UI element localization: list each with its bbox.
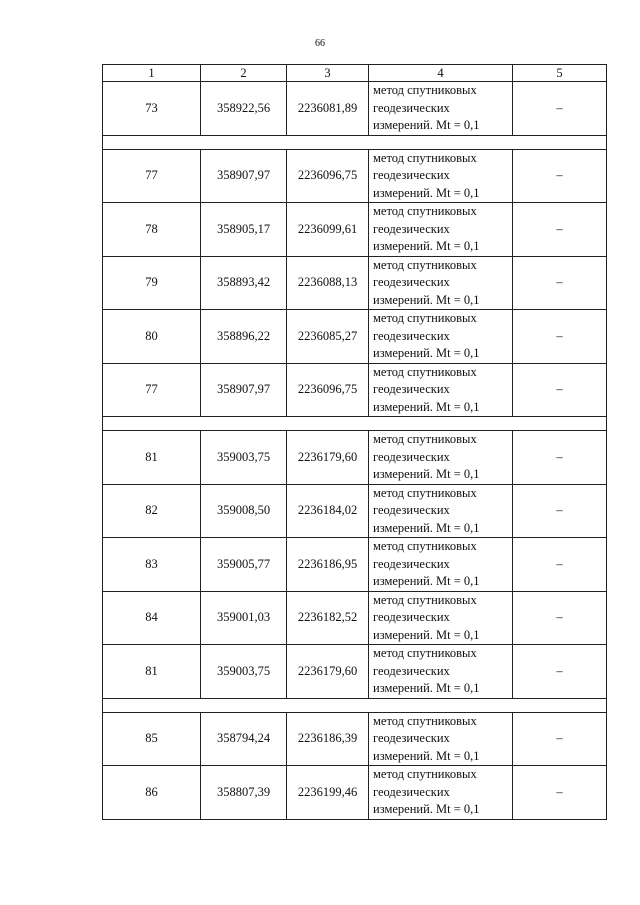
coordinates-table [102,64,607,820]
point-number-cell: 77 [103,149,201,203]
point-number-cell: 84 [103,591,201,645]
table-row [103,431,607,485]
method-text-line: измерений. Mt = 0,1 [373,748,480,763]
point-number-cell: 80 [103,310,201,364]
method-text-line: геодезических [373,328,450,343]
method-text-line: геодезических [373,503,450,517]
method-cell [369,82,513,136]
x-coordinate-cell: 359005,77 [201,538,287,592]
table-row [103,712,607,766]
x-coordinate-cell: 358807,39 [201,766,287,820]
y-coordinate-cell: 2236179,60 [287,431,369,485]
table-row [103,203,607,257]
table-row [103,484,607,538]
method-text-line: метод спутниковых [373,257,477,272]
method-text-line: метод спутниковых [373,364,477,379]
point-number-cell: 78 [103,203,201,257]
method-text-line: геодезических [373,610,450,624]
table-row [103,591,607,645]
note-cell: – [513,431,607,485]
note-cell: – [513,363,607,417]
header-col-5: 5 [513,65,607,82]
table-row [103,645,607,699]
note-cell: – [513,256,607,310]
table-row [103,766,607,820]
y-coordinate-cell: 2236096,75 [287,149,369,203]
separator-row [103,135,607,149]
method-cell [369,203,513,257]
method-cell [369,712,513,766]
point-number-cell: 82 [103,484,201,538]
method-text-line: метод спутниковых [373,646,477,660]
note-cell: – [513,645,607,699]
method-text-line: геодезических [373,100,450,115]
method-text-line: геодезических [373,168,450,182]
x-coordinate-cell: 358907,97 [201,149,287,203]
point-number-cell: 83 [103,538,201,592]
note-cell: – [513,310,607,364]
note-cell: – [513,538,607,592]
x-coordinate-cell: 359001,03 [201,591,287,645]
method-text-line: измерений. Mt = 0,1 [373,574,480,588]
point-number-cell: 79 [103,256,201,310]
separator-row [103,698,607,712]
table-row [103,363,607,417]
method-text-line: метод спутниковых [373,713,477,728]
point-number-cell: 81 [103,431,201,485]
note-cell: – [513,712,607,766]
method-cell [369,766,513,820]
method-text-line: измерений. Mt = 0,1 [373,118,480,132]
note-cell: – [513,149,607,203]
method-text-line: метод спутниковых [373,150,477,165]
method-text-line: измерений. Mt = 0,1 [373,627,480,642]
method-text-line: геодезических [373,663,450,678]
point-number-cell: 85 [103,712,201,766]
note-cell: – [513,591,607,645]
table-row [103,82,607,136]
point-number-cell: 73 [103,82,201,136]
method-text-line: измерений. Mt = 0,1 [373,467,480,481]
method-text-line: геодезических [373,556,450,571]
note-cell: – [513,82,607,136]
method-text-line: измерений. Mt = 0,1 [373,346,480,360]
method-text-line: геодезических [373,275,450,289]
y-coordinate-cell: 2236184,02 [287,484,369,538]
x-coordinate-cell: 358794,24 [201,712,287,766]
x-coordinate-cell: 358905,17 [201,203,287,257]
table-row [103,149,607,203]
method-cell [369,538,513,592]
table-row [103,538,607,592]
x-coordinate-cell: 359003,75 [201,431,287,485]
method-cell [369,310,513,364]
x-coordinate-cell: 358922,56 [201,82,287,136]
method-text-line: геодезических [373,221,450,236]
method-text-line: геодезических [373,784,450,799]
method-cell [369,591,513,645]
method-text-line: измерений. Mt = 0,1 [373,239,480,253]
x-coordinate-cell: 358896,22 [201,310,287,364]
method-cell [369,645,513,699]
method-text-line: геодезических [373,382,450,396]
separator-row [103,417,607,431]
y-coordinate-cell: 2236182,52 [287,591,369,645]
method-text-line: метод спутниковых [373,432,477,446]
x-coordinate-cell: 359008,50 [201,484,287,538]
method-text-line: геодезических [373,449,450,464]
table-body [103,82,607,820]
method-text-line: метод спутниковых [373,83,477,97]
method-text-line: геодезических [373,731,450,745]
table-row [103,256,607,310]
method-text-line: метод спутниковых [373,204,477,218]
y-coordinate-cell: 2236199,46 [287,766,369,820]
header-col-3: 3 [287,65,369,82]
separator-cell [103,135,607,149]
header-col-4: 4 [369,65,513,82]
method-text-line: измерений. Mt = 0,1 [373,292,480,307]
x-coordinate-cell: 359003,75 [201,645,287,699]
note-cell: – [513,203,607,257]
method-cell [369,431,513,485]
method-text-line: измерений. Mt = 0,1 [373,185,480,200]
method-text-line: метод спутниковых [373,767,477,781]
method-text-line: метод спутниковых [373,592,477,607]
method-text-line: измерений. Mt = 0,1 [373,399,480,414]
separator-cell [103,698,607,712]
point-number-cell: 81 [103,645,201,699]
note-cell: – [513,766,607,820]
x-coordinate-cell: 358893,42 [201,256,287,310]
method-text-line: измерений. Mt = 0,1 [373,681,480,695]
method-text-line: измерений. Mt = 0,1 [373,802,480,816]
page-number: 66 [315,38,325,49]
method-cell [369,484,513,538]
point-number-cell: 86 [103,766,201,820]
header-row [103,65,607,82]
y-coordinate-cell: 2236099,61 [287,203,369,257]
header-col-1: 1 [103,65,201,82]
x-coordinate-cell: 358907,97 [201,363,287,417]
method-text-line: метод спутниковых [373,311,477,325]
method-text-line: метод спутниковых [373,485,477,500]
method-cell [369,256,513,310]
y-coordinate-cell: 2236088,13 [287,256,369,310]
y-coordinate-cell: 2236096,75 [287,363,369,417]
note-cell: – [513,484,607,538]
method-text-line: метод спутниковых [373,539,477,553]
point-number-cell: 77 [103,363,201,417]
y-coordinate-cell: 2236179,60 [287,645,369,699]
method-text-line: измерений. Mt = 0,1 [373,520,480,535]
separator-cell [103,417,607,431]
table-row [103,310,607,364]
header-col-2: 2 [201,65,287,82]
method-cell [369,363,513,417]
method-cell [369,149,513,203]
y-coordinate-cell: 2236081,89 [287,82,369,136]
y-coordinate-cell: 2236186,95 [287,538,369,592]
y-coordinate-cell: 2236186,39 [287,712,369,766]
y-coordinate-cell: 2236085,27 [287,310,369,364]
